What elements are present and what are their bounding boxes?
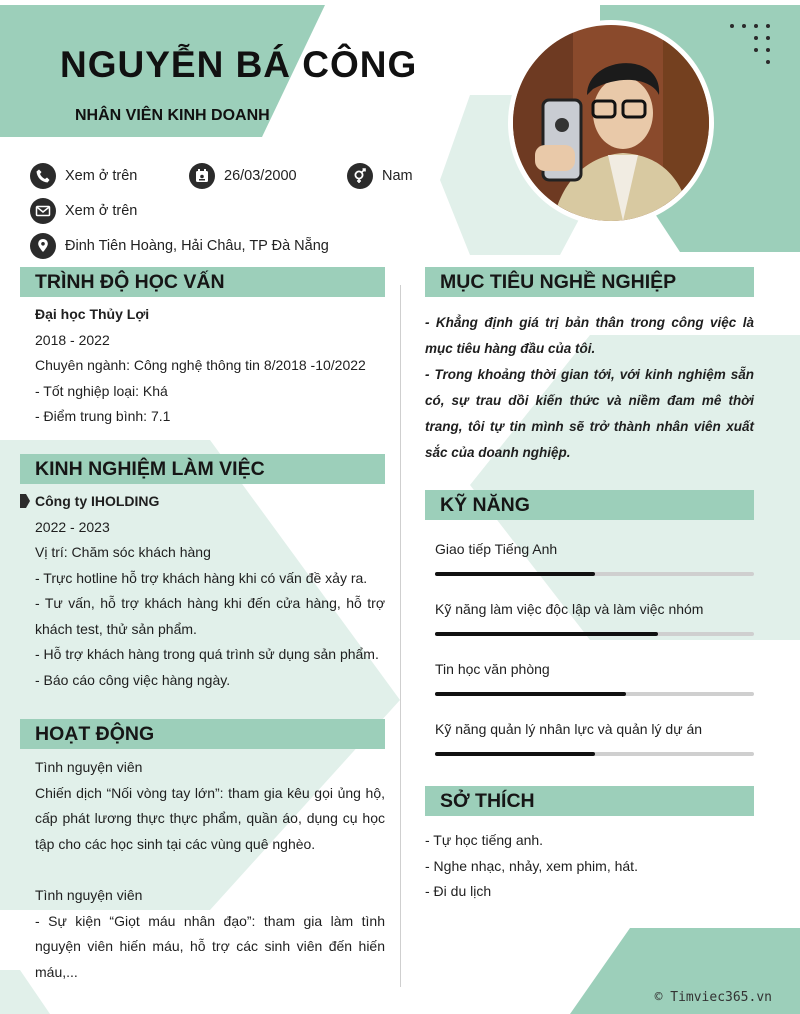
education-period: 2018 - 2022 — [35, 331, 110, 348]
email-icon — [30, 198, 56, 224]
contact-email — [30, 198, 137, 224]
skill-bar-fill — [435, 752, 595, 756]
skills-heading: KỸ NĂNG — [425, 490, 754, 520]
skill-bar — [435, 692, 754, 696]
gender-icon — [347, 163, 373, 189]
column-divider — [400, 285, 401, 987]
skill-label: Giao tiếp Tiếng Anh — [435, 541, 558, 557]
skill-bar — [435, 632, 754, 636]
footer-credit: © Timviec365.vn — [654, 990, 772, 1005]
contact-birthday — [189, 163, 297, 189]
experience-section — [35, 489, 385, 693]
birthday-value: 26/03/2000 — [224, 168, 297, 184]
skill-bar — [435, 572, 754, 576]
experience-position: Vị trí: Chăm sóc khách hàng — [35, 544, 211, 560]
experience-duty: - Tư vấn, hỗ trợ khách hàng khi đến cửa hàng, hỗ trợ khách test, thử sản phẩm. — [35, 595, 385, 637]
contact-phone — [30, 163, 137, 189]
calendar-icon — [189, 163, 215, 189]
phone-icon — [30, 163, 56, 189]
hobby-item: - Đi du lịch — [425, 883, 492, 899]
activity-description: - Sự kiện “Giọt máu nhân đạo”: tham gia làm tình nguyện viên hiến máu, hỗ trợ các sinh viên đến hiến máu,... — [35, 912, 385, 980]
bullet-arrow-icon — [20, 494, 30, 508]
candidate-name: NGUYỄN BÁ CÔNG — [60, 44, 418, 85]
activities-heading: HOẠT ĐỘNG — [20, 719, 385, 749]
activity-role: Tình nguyện viên — [35, 887, 143, 903]
education-major: Chuyên ngành: Công nghệ thông tin 8/2018 -10/2022 — [35, 357, 366, 373]
experience-duty: - Báo cáo công việc hàng ngày. — [35, 671, 231, 688]
experience-heading: KINH NGHIỆM LÀM VIỆC — [20, 454, 385, 484]
objective-section — [425, 310, 754, 466]
portrait-photo — [513, 25, 709, 221]
job-title: NHÂN VIÊN KINH DOANH — [75, 107, 270, 124]
skill-bar — [435, 752, 754, 756]
experience-period: 2022 - 2023 — [35, 518, 110, 535]
contact-address — [30, 233, 329, 259]
skill-bar-fill — [435, 632, 658, 636]
education-section — [35, 302, 385, 430]
hobbies-section — [425, 828, 754, 905]
phone-value: Xem ở trên — [65, 168, 138, 184]
activity-description: Chiến dịch “Nối vòng tay lớn”: tham gia kêu gọi ủng hộ, cấp phát lương thực thực phẩm, quần áo, dụng cụ học tập cho các học sinh tại các vùng quê nghèo. — [35, 784, 385, 852]
experience-company: Công ty IHOLDING — [35, 493, 160, 509]
gender-value: Nam — [382, 168, 413, 184]
objective-paragraph: - Khẳng định giá trị bản thân trong công việc là mục tiêu hàng đầu của tôi. — [425, 315, 754, 356]
hobby-item: - Nghe nhạc, nhảy, xem phim, hát. — [425, 857, 638, 874]
hobbies-heading: SỞ THÍCH — [425, 786, 754, 816]
skill-label: Kỹ năng làm việc độc lập và làm việc nhóm — [435, 601, 704, 617]
education-heading: TRÌNH ĐỘ HỌC VẤN — [20, 267, 385, 297]
activities-section — [35, 755, 385, 985]
location-pin-icon — [30, 233, 56, 259]
experience-duty: - Trực hotline hỗ trợ khách hàng khi có vấn đề xảy ra. — [35, 569, 368, 586]
skill-bar-fill — [435, 572, 595, 576]
contact-gender — [347, 163, 413, 189]
hobby-item: - Tự học tiếng anh. — [425, 832, 544, 848]
education-school: Đại học Thủy Lợi — [35, 306, 150, 322]
experience-duty: - Hỗ trợ khách hàng trong quá trình sử dụng sản phẩm. — [35, 646, 379, 662]
education-gpa: - Điểm trung bình: 7.1 — [35, 408, 171, 424]
objective-heading: MỤC TIÊU NGHỀ NGHIỆP — [425, 267, 754, 297]
avatar — [508, 20, 714, 226]
email-value: Xem ở trên — [65, 203, 138, 219]
skill-label: Tin học văn phòng — [435, 661, 550, 677]
address-value: Đinh Tiên Hoàng, Hải Châu, TP Đà Nẵng — [65, 238, 329, 254]
activity-role: Tình nguyện viên — [35, 759, 143, 775]
education-grade: - Tốt nghiệp loại: Khá — [35, 382, 168, 399]
skill-label: Kỹ năng quản lý nhân lực và quản lý dự án — [435, 721, 703, 737]
objective-paragraph: - Trong khoảng thời gian tới, với kinh nghiệm sẵn có, sự trau dồi kiến thức và niềm đam mê thời trang, tôi tự tin mình sẽ trở thành nhân viên xuất sắc của doanh nghiệp. — [425, 367, 754, 460]
dots-decoration — [728, 22, 776, 70]
skill-bar-fill — [435, 692, 626, 696]
